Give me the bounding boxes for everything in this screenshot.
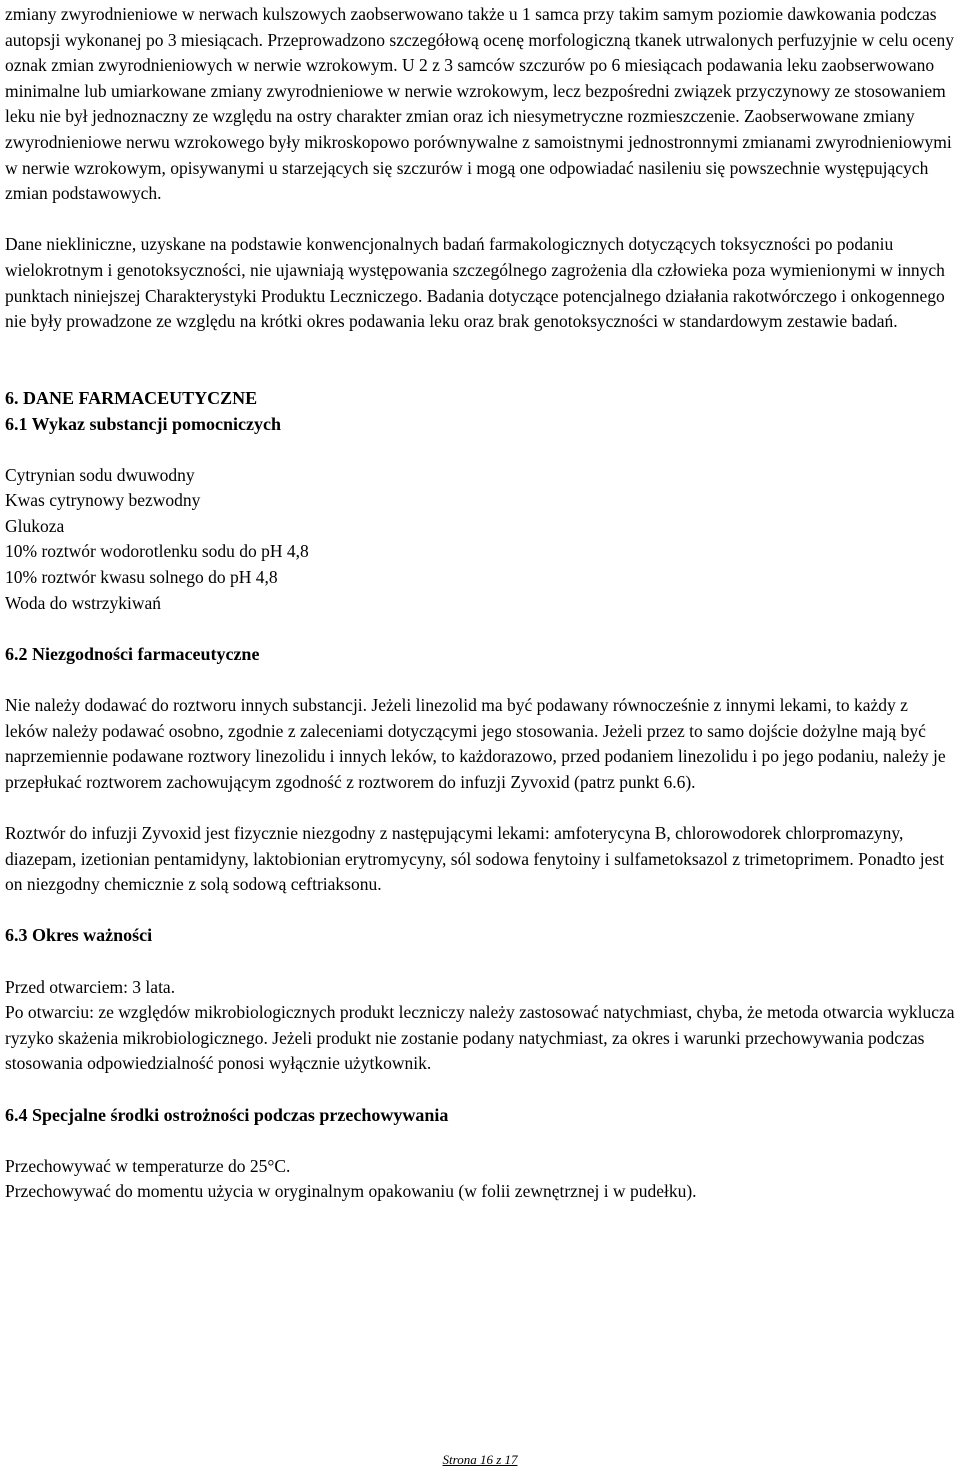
section-6-4-heading: 6.4 Specjalne środki ostrożności podczas przechowywania: [5, 1104, 449, 1125]
storage-temperature: Przechowywać w temperaturze do 25°C.: [5, 1155, 291, 1176]
storage-packaging: Przechowywać do momentu użycia w oryginalnym opakowaniu (w folii zewnętrznej i w pudełku).: [5, 1181, 697, 1202]
list-item: 10% roztwór wodorotlenku sodu do pH 4,8: [5, 541, 309, 562]
section-6-1-heading: 6.1 Wykaz substancji pomocniczych: [5, 413, 282, 434]
document-page: [5, 2, 955, 1205]
intro-paragraph-1: zmiany zwyrodnieniowe w nerwach kulszowych zaobserwowano także u 1 samca przy takim samym poziomie dawkowania podczas autopsji wykonanej po 3 miesiącach. Przeprowadzono szczegółową ocenę morfologiczną tkanek utrwalonych perfuzyjnie w celu oceny oznak zmian zwyrodnieniowych w nerwie wzrokowym. U 2 z 3 samców szczurów po 6 miesiącach podawania leku zaobserwowano minimalne lub umiarkowane zmiany zwyrodnieniowe w nerwie wzrokowym, lecz bezpośredni związek przyczynowy ze stosowaniem leku nie był jednoznaczny ze względu na ostry charakter zmian oraz ich niesymetryczne rozmieszczenie. Zaobserwowane zmiany zwyrodnieniowe nerwu wzrokowego były mikroskopowo porównywalne z samoistnymi jednostronnymi zmianami zwyrodnieniowymi w nerwie wzrokowym, opisywanymi u starzejących się szczurów i mogą one odpowiadać nasileniu się powszechnie występujących zmian podstawowych.: [5, 4, 955, 204]
list-item: Cytrynian sodu dwuwodny: [5, 464, 195, 485]
list-item: 10% roztwór kwasu solnego do pH 4,8: [5, 567, 278, 588]
section-6-3-heading: 6.3 Okres ważności: [5, 925, 153, 946]
shelf-life-before-opening: Przed otwarciem: 3 lata.: [5, 976, 176, 997]
list-item: Kwas cytrynowy bezwodny: [5, 490, 201, 511]
intro-paragraph-2: Dane niekliniczne, uzyskane na podstawie konwencjonalnych badań farmakologicznych dotyczących toksyczności po podaniu wielokrotnym i genotoksyczności, nie ujawniają występowania szczególnego zagrożenia dla człowieka poza wymienionymi w innych punktach niniejszej Charakterystyki Produktu Leczniczego. Badania dotyczące potencjalnego działania rakotwórczego i onkogennego nie były prowadzone ze względu na krótki okres podawania leku oraz brak genotoksyczności w standardowym zestawie badań.: [5, 234, 945, 332]
page-number: Strona 16 z 17: [442, 1452, 518, 1467]
section-6-2-heading: 6.2 Niezgodności farmaceutyczne: [5, 643, 260, 664]
excipients-list: [5, 463, 955, 617]
incompatibilities-paragraph-2: Roztwór do infuzji Zyvoxid jest fizycznie niezgodny z następującymi lekami: amfoterycyna B, chlorowodorek chlorpromazyny, diazepam, izetionian pentamidyny, laktobionian erytromycyny, sól sodowa fenytoiny i sulfametoksazol z trimetoprimem. Ponadto jest on niezgodny chemicznie z solą sodową ceftriaksonu.: [5, 823, 945, 895]
page-footer: [0, 1452, 960, 1468]
list-item: Woda do wstrzykiwań: [5, 592, 162, 613]
section-6-heading: 6. DANE FARMACEUTYCZNE: [5, 387, 258, 408]
shelf-life-after-opening: Po otwarciu: ze względów mikrobiologicznych produkt leczniczy należy zastosować natychmiast, chyba, że metoda otwarcia wyklucza ryzyko skażenia mikrobiologicznego. Jeżeli produkt nie zostanie podany natychmiast, za okres i warunki przechowywania podczas stosowania odpowiedzialność ponosi wyłącznie użytkownik.: [5, 1002, 955, 1074]
incompatibilities-paragraph-1: Nie należy dodawać do roztworu innych substancji. Jeżeli linezolid ma być podawany równocześnie z innymi lekami, to każdy z leków należy podawać osobno, zgodnie z zaleceniami dotyczącymi jego stosowania. Jeżeli przez to samo dojście dożylne mają być naprzemiennie podawane roztwory linezolidu i innych leków, to każdorazowo, przed podaniem linezolidu i po jego podaniu, należy je przepłukać roztworem zachowującym zgodność z roztworem do infuzji Zyvoxid (patrz punkt 6.6).: [5, 695, 946, 792]
list-item: Glukoza: [5, 515, 65, 536]
